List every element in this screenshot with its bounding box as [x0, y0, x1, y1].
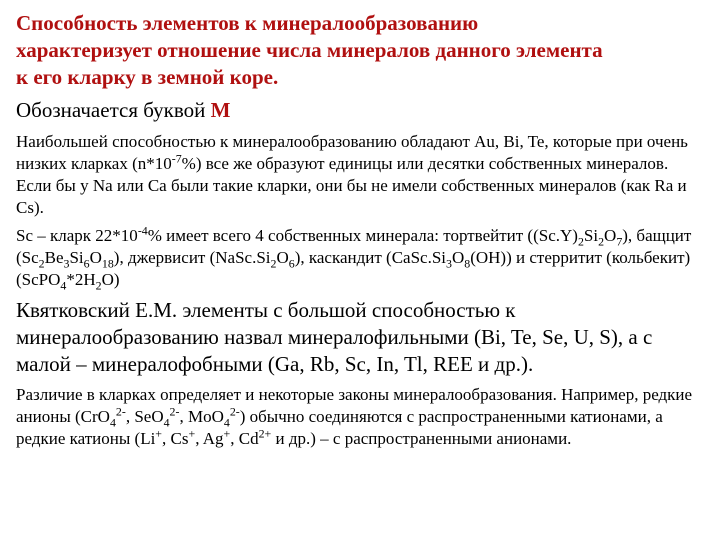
text-fragment: *2H [66, 270, 96, 289]
subscript: 2 [577, 234, 584, 249]
superscript: 2- [115, 404, 126, 419]
text-fragment: O) [101, 270, 120, 289]
text-fragment: , Cd [230, 429, 259, 448]
subscript: 8 [464, 256, 471, 271]
designation-text: Обозначается буквой [16, 98, 211, 122]
text-fragment: ), джервисит (NaSc.Si [113, 248, 271, 267]
text-fragment: ) обычно соединяются с распространенными катионами, а редкие катионы (Li [16, 407, 663, 448]
text-fragment: Si [69, 248, 84, 267]
superscript: + [155, 426, 163, 441]
superscript: + [223, 426, 231, 441]
text-fragment: , MoO [179, 407, 224, 426]
subscript: 7 [616, 234, 623, 249]
text-fragment: Si [583, 226, 599, 245]
text-fragment: Наибольшей способностью к минералообразованию обладают Au, Bi, Te, которые при очень низких кларках (n*10 [16, 132, 688, 173]
paragraph-designation [16, 97, 704, 123]
subscript: 6 [288, 256, 295, 271]
text-fragment: O [451, 248, 465, 267]
subscript: 2 [598, 234, 605, 249]
text-fragment: O [604, 226, 617, 245]
superscript: -7 [171, 151, 182, 166]
text-fragment: O [276, 248, 289, 267]
text-fragment: , Ag [195, 429, 224, 448]
text-fragment: и др.) – с распространенными анионами. [271, 429, 572, 448]
paragraph-kvyatkovsky: Квятковский Е.М. элементы с большой способностью к минералообразованию назвал минералофильными (Bi, Te, Se, U, S), а с малой – минералофобными (Ga, Rb, Sc, In, Tl, REE и др.). [16, 298, 653, 376]
paragraph-scandium [16, 225, 704, 291]
text-fragment: Be [44, 248, 64, 267]
superscript: 2+ [258, 426, 272, 441]
subscript: 2 [270, 256, 277, 271]
text-fragment: % имеет всего 4 собственных минерала: тортвейтит ((Sc.Y) [147, 226, 578, 245]
slide-title [16, 10, 704, 91]
text-fragment: %) все же образуют единицы или десятки собственных минералов. Если бы у Na или Ca были такие кларки, они бы не имели собственных минералов (как Ra и Cs). [16, 154, 687, 217]
text-fragment: (OH)) и стерритит (кольбекит) (ScPO [16, 248, 691, 289]
subscript: 6 [83, 256, 90, 271]
designation-letter: М [210, 98, 231, 122]
title-line-2: характеризует отношение числа минералов данного элемента [16, 38, 603, 62]
subscript: 4 [60, 278, 67, 293]
superscript: 2- [229, 404, 240, 419]
text-fragment: Sc – кларк 22*10 [16, 226, 138, 245]
text-fragment: O [89, 248, 102, 267]
text-fragment: ), бащцит (Sc [16, 226, 692, 267]
text-fragment: ), каскандит (CaSc.Si [294, 248, 447, 267]
superscript: + [188, 426, 196, 441]
subscript: 18 [101, 256, 114, 271]
superscript: -4 [137, 223, 148, 238]
paragraph-highest-ability [16, 131, 704, 219]
title-line-1: Способность элементов к минералообразованию [16, 11, 479, 35]
text-fragment: , SeO [125, 407, 164, 426]
subscript: 3 [446, 256, 452, 271]
superscript: 2- [169, 404, 180, 419]
subscript: 2 [95, 278, 102, 293]
text-fragment: , Cs [162, 429, 189, 448]
subscript: 2 [38, 256, 45, 271]
subscript: 4 [109, 415, 116, 430]
subscript: 3 [63, 256, 70, 271]
paragraph-clarke-differences [16, 384, 704, 450]
subscript: 4 [223, 415, 230, 430]
title-line-3: к его кларку в земной коре. [16, 65, 279, 89]
subscript: 4 [163, 415, 170, 430]
text-fragment: Различие в кларках определяет и некоторые законы минералообразования. Например, редкие анионы (CrO [16, 385, 693, 426]
